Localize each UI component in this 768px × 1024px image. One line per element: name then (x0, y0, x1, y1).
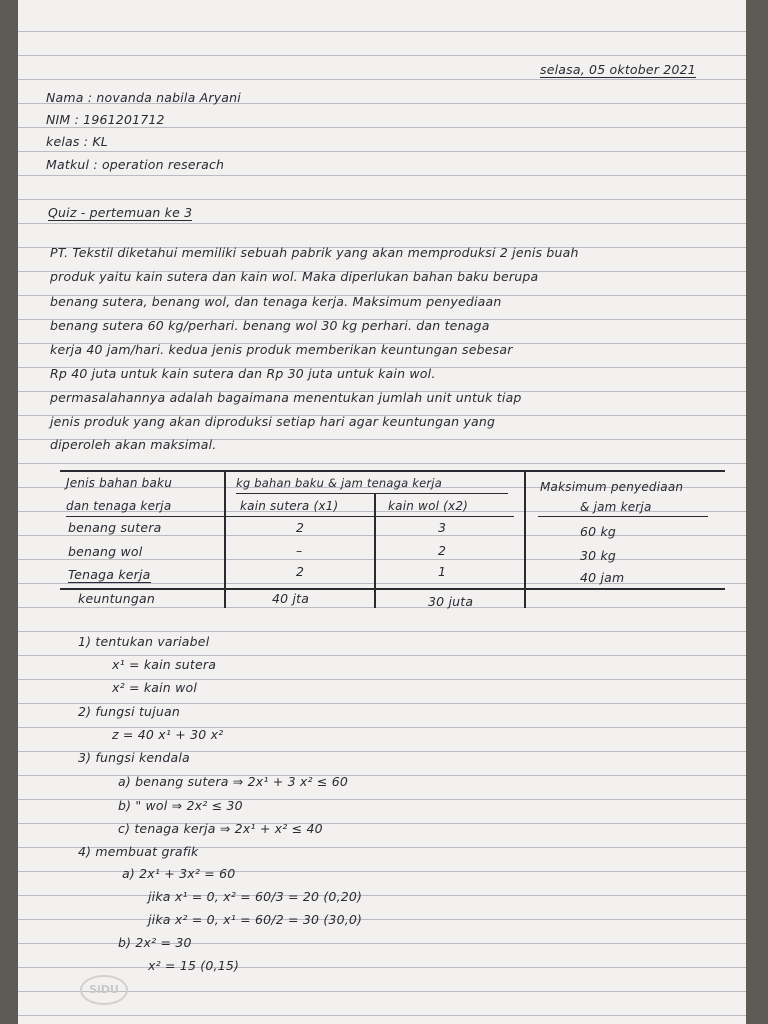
table-row-name: benang wol (68, 544, 143, 559)
table-profit-silk: 40 jta (272, 591, 310, 606)
answer-line: a) 2x¹ + 3x² = 60 (122, 866, 236, 881)
problem-line: kerja 40 jam/hari. kedua jenis produk memberikan keuntungan sebesar (50, 342, 513, 357)
class-line: kelas : KL (46, 134, 108, 149)
table-profit-wool: 30 juta (428, 594, 474, 609)
answer-line: z = 40 x¹ + 30 x² (112, 727, 224, 742)
quiz-title: Quiz - pertemuan ke 3 (48, 205, 193, 220)
table-header-max: Maksimum penyediaan (540, 480, 684, 494)
problem-line: jenis produk yang akan diproduksi setiap hari agar keuntungan yang (50, 414, 496, 429)
table-header-line (538, 516, 708, 517)
table-cell-wool: 2 (438, 543, 447, 558)
problem-line: produk yaitu kain sutera dan kain wol. Maka diperlukan bahan baku berupa (50, 269, 539, 284)
table-header-line (66, 516, 514, 517)
table-header-resource: Jenis bahan baku (66, 476, 173, 490)
table-cell-silk: – (296, 543, 303, 558)
table-cell-max: 30 kg (580, 548, 617, 563)
table-row-name: benang sutera (68, 520, 162, 535)
problem-line: benang sutera, benang wol, dan tenaga kerja. Maksimum penyediaan (50, 294, 502, 309)
answer-line: x² = 15 (0,15) (148, 958, 240, 973)
table-subheader-line (236, 493, 508, 494)
answer-line: jika x² = 0, x¹ = 60/2 = 30 (30,0) (148, 912, 363, 927)
table-vline (524, 470, 526, 608)
notebook-page (18, 0, 746, 1024)
problem-line: Rp 40 juta untuk kain sutera dan Rp 30 juta untuk kain wol. (50, 366, 436, 381)
table-header-resource-2: dan tenaga kerja (66, 499, 172, 513)
answer-step: 4) membuat grafik (78, 844, 199, 859)
nim-line: NIM : 1961201712 (46, 112, 165, 127)
table-cell-max: 60 kg (580, 524, 617, 539)
answer-line: a) benang sutera ⇒ 2x¹ + 3 x² ≤ 60 (118, 774, 349, 789)
answer-line: x¹ = kain sutera (112, 657, 217, 672)
table-subheader-silk: kain sutera (x1) (240, 499, 339, 513)
problem-line: permasalahannya adalah bagaimana menentukan jumlah unit untuk tiap (50, 390, 522, 405)
answer-line: c) tenaga kerja ⇒ 2x¹ + x² ≤ 40 (118, 821, 323, 836)
table-row-name: Tenaga kerja (68, 567, 151, 582)
table-top-line (60, 470, 725, 472)
notebook-logo: SiDU (80, 975, 128, 1005)
answer-line: x² = kain wol (112, 680, 198, 695)
date-text: selasa, 05 oktober 2021 (540, 62, 696, 77)
problem-line: diperoleh akan maksimal. (50, 437, 217, 452)
table-vline (224, 470, 226, 608)
table-bottom-line (60, 588, 725, 590)
answer-line: b) " wol ⇒ 2x² ≤ 30 (118, 798, 243, 813)
table-header-usage: kg bahan baku & jam tenaga kerja (236, 476, 442, 490)
table-cell-max: 40 jam (580, 570, 625, 585)
course-line: Matkul : operation reserach (46, 157, 225, 172)
table-cell-wool: 3 (438, 520, 447, 535)
table-cell-silk: 2 (296, 520, 305, 535)
table-header-max-2: & jam kerja (580, 500, 652, 514)
table-vline (374, 493, 376, 608)
name-line: Nama : novanda nabila Aryani (46, 90, 241, 105)
problem-line: PT. Tekstil diketahui memiliki sebuah pabrik yang akan memproduksi 2 jenis buah (50, 245, 579, 260)
answer-line: jika x¹ = 0, x² = 60/3 = 20 (0,20) (148, 889, 363, 904)
table-cell-silk: 2 (296, 564, 305, 579)
answer-step: 1) tentukan variabel (78, 634, 210, 649)
table-cell-wool: 1 (438, 564, 447, 579)
problem-line: benang sutera 60 kg/perhari. benang wol 30 kg perhari. dan tenaga (50, 318, 490, 333)
table-profit-label: keuntungan (78, 591, 156, 606)
answer-step: 3) fungsi kendala (78, 750, 190, 765)
answer-line: b) 2x² = 30 (118, 935, 192, 950)
table-subheader-wool: kain wol (x2) (388, 499, 469, 513)
answer-step: 2) fungsi tujuan (78, 704, 180, 719)
